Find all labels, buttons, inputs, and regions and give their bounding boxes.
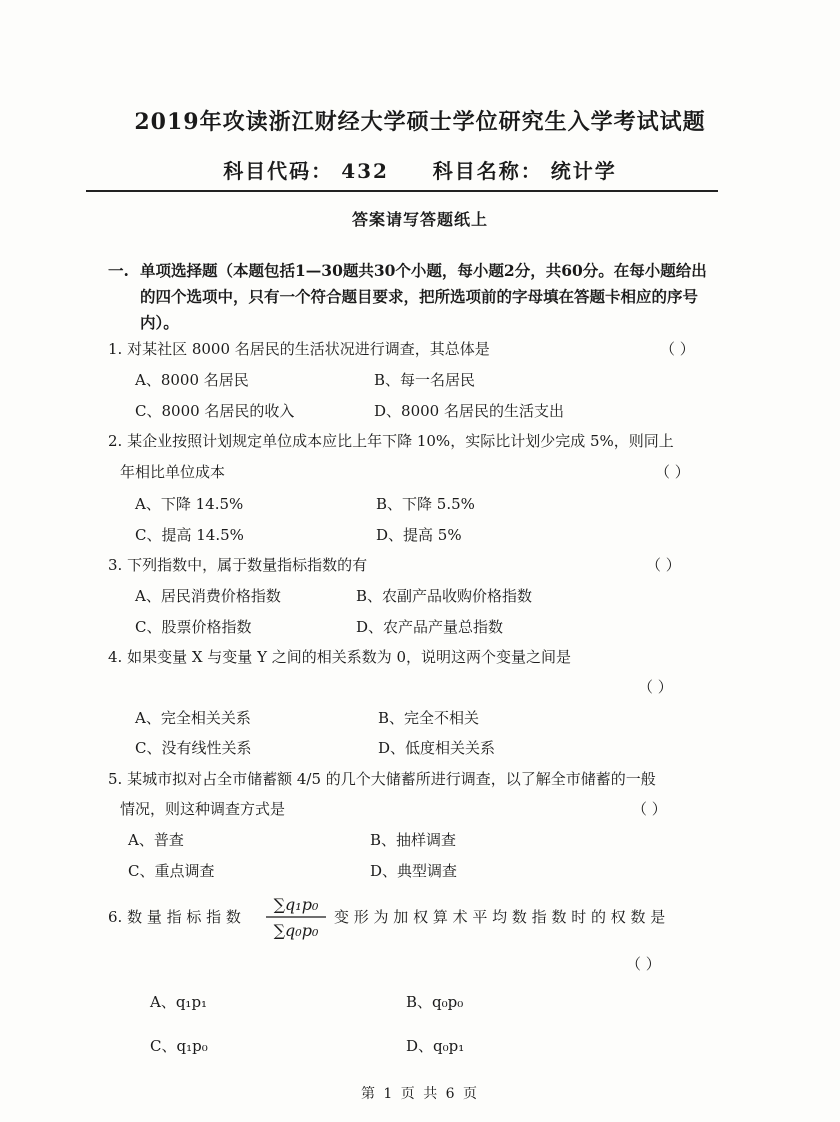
question-6-option-d: D、q₀p₁ — [406, 1037, 465, 1055]
question-1-option-c: C、8000 名居民的收入 — [135, 402, 295, 420]
question-5-stem-cont: 情况，则这种调查方式是 — [120, 800, 286, 818]
question-1-option-b: B、每一名居民 — [374, 371, 476, 389]
question-2-option-c: C、提高 14.5% — [135, 526, 244, 544]
question-6-option-b: B、q₀p₀ — [406, 993, 464, 1011]
quantity-index-formula — [264, 888, 328, 946]
question-5-option-b: B、抽样调查 — [370, 831, 457, 849]
question-2-stem-cont: 年相比单位成本 — [120, 463, 226, 481]
question-4-option-b: B、完全不相关 — [378, 709, 480, 727]
question-5-option-d: D、典型调查 — [370, 862, 458, 880]
question-2-option-d: D、提高 5% — [376, 526, 462, 544]
question-6-answer-blank: （ ） — [626, 955, 661, 973]
answer-note: 答案请写答题纸上 — [351, 210, 488, 229]
section-number: 一. — [108, 261, 129, 280]
question-3-option-d: D、农产品产量总指数 — [356, 618, 504, 636]
subject-line — [0, 155, 840, 184]
question-1-option-a: A、8000 名居民 — [135, 371, 249, 389]
question-2-option-b: B、下降 5.5% — [376, 495, 475, 513]
question-4-option-a: A、完全相关关系 — [135, 709, 251, 727]
question-6-option-a: A、q₁p₁ — [150, 993, 208, 1011]
formula-numerator: ∑q₁p₀ — [273, 895, 319, 914]
subject-name-label: 科目名称： — [432, 159, 543, 183]
formula-denominator: ∑q₀p₀ — [273, 921, 319, 940]
subject-code: 432 — [341, 159, 389, 183]
question-6-stem-pre: 6. 数 量 指 标 指 数 — [108, 908, 241, 926]
question-5-option-c: C、重点调查 — [128, 862, 215, 880]
question-4-stem: 4. 如果变量 X 与变量 Y 之间的相关系数为 0，说明这两个变量之间是 — [108, 648, 572, 666]
question-4-answer-blank: （ ） — [638, 678, 673, 696]
question-6-option-c: C、q₁p₀ — [150, 1037, 208, 1055]
page-footer: 第 1 页 共 6 页 — [360, 1086, 480, 1102]
exam-title: 2019年攻读浙江财经大学硕士学位研究生入学考试试题 — [134, 109, 706, 135]
formula-graphic — [264, 888, 328, 946]
question-5-answer-blank: （ ） — [632, 800, 667, 818]
question-6-stem-post: 变 形 为 加 权 算 术 平 均 数 指 数 时 的 权 数 是 — [334, 908, 666, 926]
question-3-option-a: A、居民消费价格指数 — [135, 587, 281, 605]
question-4-option-d: D、低度相关关系 — [378, 739, 496, 757]
section-instructions — [108, 258, 708, 336]
question-2-option-a: A、下降 14.5% — [135, 495, 244, 513]
header-rule — [86, 190, 718, 192]
section-text: 单项选择题（本题包括1—30题共30个小题，每小题2分，共60分。在每小题给出的四个选项中，只有一个符合题目要求，把所选项前的字母填在答题卡相应的序号内）。 — [140, 261, 707, 332]
question-3-option-b: B、农副产品收购价格指数 — [356, 587, 533, 605]
question-3-answer-blank: （ ） — [646, 556, 681, 574]
question-5-option-a: A、普查 — [128, 831, 184, 849]
question-1-stem: 1. 对某社区 8000 名居民的生活状况进行调查，其总体是 — [108, 340, 490, 358]
question-2-stem: 2. 某企业按照计划规定单位成本应比上年下降 10%，实际比计划少完成 5%，则同上 — [108, 432, 674, 450]
question-2-answer-blank: （ ） — [655, 463, 690, 481]
question-3-stem: 3. 下列指数中，属于数量指标指数的有 — [108, 556, 368, 574]
question-5-stem: 5. 某城市拟对占全市储蓄额 4/5 的几个大储蓄所进行调查，以了解全市储蓄的一般 — [108, 770, 656, 788]
subject-name: 统计学 — [550, 159, 617, 183]
subject-code-label: 科目代码： — [223, 159, 334, 183]
question-4-option-c: C、没有线性关系 — [135, 739, 252, 757]
question-3-option-c: C、股票价格指数 — [135, 618, 252, 636]
question-1-option-d: D、8000 名居民的生活支出 — [374, 402, 564, 420]
question-1-answer-blank: （ ） — [660, 340, 695, 358]
